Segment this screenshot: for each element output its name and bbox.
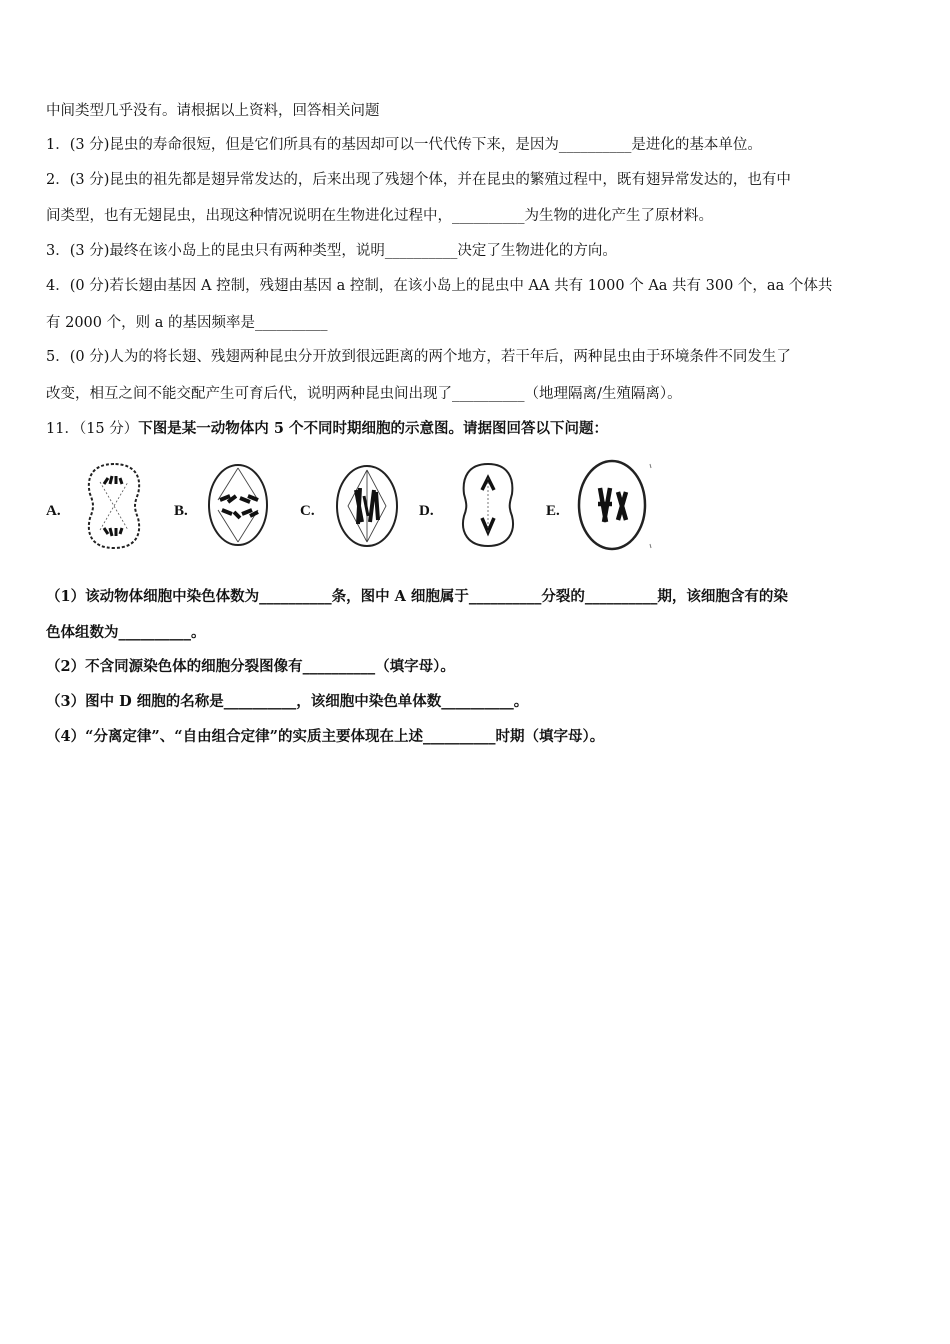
sub-question-2: （2）不含同源染色体的细胞分裂图像有__________（填字母）。 [46,658,455,675]
question-5-line-1: 5．(0 分)人为的将长翅、残翅两种昆虫分开放到很远距离的两个地方，若干年后，两种昆虫由于环境条件不同发生了 [46,349,791,365]
figure-label-a: A. [46,503,61,519]
figure-label-d: D. [419,503,434,519]
question-1: 1．(3 分)昆虫的寿命很短，但是它们所具有的基因却可以一代代传下来，是因为__________是进化的基本单位。 [46,137,762,153]
question-2-line-1: 2．(3 分)昆虫的祖先都是翅异常发达的，后来出现了残翅个体，并在昆虫的繁殖过程中，既有翅异常发达的，也有中 [46,172,791,188]
question-2-line-2: 间类型，也有无翅昆虫，出现这种情况说明在生物进化过程中，__________为生物的进化产生了原材料。 [46,208,713,224]
sub-question-3: （3）图中 D 细胞的名称是__________，该细胞中染色单体数__________。 [46,693,529,710]
cell-figures [46,458,666,553]
question-4-line-2: 有 2000 个，则 a 的基因频率是__________ [46,315,328,331]
cell-a-anaphase-image [82,460,146,552]
cell-d-anaphase-image [456,460,520,550]
question-11-number: 11．（15 分） [46,421,139,437]
figure-label-c: C. [300,503,315,519]
question-5-line-2: 改变，相互之间不能交配产生可育后代，说明两种昆虫间出现了__________（地理隔离/生殖隔离）。 [46,386,682,402]
sub-question-4: （4）“分离定律”、“自由组合定律”的实质主要体现在上述__________时期（填字母）。 [46,728,605,745]
cell-c-metaphase-image [334,462,400,550]
cell-b-metaphase-image [206,462,270,548]
question-3: 3．(3 分)最终在该小岛上的昆虫只有两种类型，说明__________决定了生物进化的方向。 [46,243,617,259]
sub-question-1-line-2: 色体组数为__________。 [46,624,206,641]
figure-label-e: E. [546,503,560,519]
question-11-stem: 下图是某一动物体内 5 个不同时期细胞的示意图。请据图回答以下问题： [138,420,608,437]
question-4-line-1: 4．(0 分)若长翅由基因 A 控制，残翅由基因 a 控制，在该小岛上的昆虫中 AA 共有 1000 个 Aa 共有 300 个，aa 个体共 [46,278,833,294]
passage-ending: 中间类型几乎没有。请根据以上资料，回答相关问题 [46,103,380,119]
cell-e-prophase-image [576,458,656,552]
figure-label-b: B. [174,503,188,519]
sub-question-1-line-1: （1）该动物体细胞中染色体数为__________条，图中 A 细胞属于__________分裂的__________期，该细胞含有的染 [46,588,788,605]
question-11-header [46,419,906,439]
